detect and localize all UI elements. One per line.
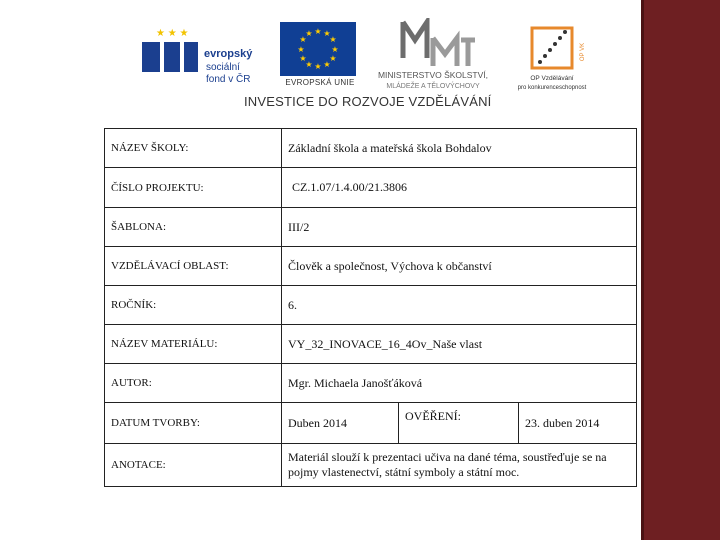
esf-letter-s [164,42,180,72]
msmt-logo-graphic [365,18,501,94]
label-author: AUTOR: [105,364,282,403]
row-annotation [105,444,637,487]
value-material: VY_32_INOVACE_16_4Ov_Naše vlast [282,325,637,364]
esf-line-2: sociální [206,62,240,73]
value-grade: 6. [282,286,637,325]
esf-line-3: fond v ČR [206,74,251,85]
svg-text:★: ★ [299,35,307,44]
esf-letter-f [184,42,198,72]
label-date: DATUM TVORBY: [105,403,282,444]
esf-letter-e [142,42,160,72]
esf-line-1: evropský [204,48,253,60]
svg-text:★: ★ [329,54,337,63]
label-school: NÁZEV ŠKOLY: [105,129,282,168]
svg-text:★: ★ [305,29,313,38]
msmt-line-1: MINISTERSTVO ŠKOLSTVÍ, [377,70,489,80]
label-template: ŠABLONA: [105,208,282,247]
eu-stars-circle [280,22,356,76]
svg-text:★: ★ [314,27,322,36]
svg-text:★: ★ [305,60,313,69]
eu-label: EVROPSKÁ UNIE [285,78,355,87]
op-vertical-label: OP VK [580,42,586,62]
row-grade [105,286,637,325]
msmt-logo [365,18,501,94]
op-line-2: pro konkurenceschopnost [517,85,587,91]
row-project [105,168,637,208]
label-area: VZDĚLÁVACÍ OBLAST: [105,247,282,286]
msmt-line-2: MLÁDEŽE A TĚLOVÝCHOVY [386,83,480,90]
esf-logo [138,20,263,92]
side-bar-shadow [641,0,644,540]
svg-text:★: ★ [299,54,307,63]
svg-text:★: ★ [329,35,337,44]
label-grade: ROČNÍK: [105,286,282,325]
value-template: III/2 [282,208,637,247]
value-annotation: Materiál slouží k prezentaci učiva na dané téma, soustřeďuje se na pojmy vlastenectví, státní symboly a státní moc. [282,444,637,487]
value-author: Mgr. Michaela Janošťáková [282,364,637,403]
op-vk-logo-graphic [510,20,600,94]
value-project: CZ.1.07/1.4.00/21.3806 [282,168,637,208]
svg-text:★: ★ [331,45,339,54]
decorative-side-bar [641,0,720,540]
esf-logo-graphic [138,20,263,92]
row-date [105,403,637,444]
svg-text:★: ★ [323,60,331,69]
row-template [105,208,637,247]
esf-stars: ★ ★ ★ [156,28,189,39]
label-material: NÁZEV MATERIÁLU: [105,325,282,364]
value-school: Základní škola a mateřská škola Bohdalov [282,129,637,168]
svg-text:★: ★ [314,62,322,71]
op-line-1: OP Vzdělávání [530,75,574,82]
tagline: INVESTICE DO ROZVOJE VZDĚLÁVÁNÍ [244,94,492,109]
eu-flag [280,22,356,76]
project-info-table [104,128,637,487]
row-area [105,247,637,286]
label-verified: OVĚŘENÍ: [399,403,519,444]
label-project: ČÍSLO PROJEKTU: [105,168,282,208]
label-annotation: ANOTACE: [105,444,282,487]
svg-text:★: ★ [323,29,331,38]
svg-text:★: ★ [297,45,305,54]
row-material [105,325,637,364]
row-school [105,129,637,168]
value-verified: 23. duben 2014 [519,403,637,444]
value-date: Duben 2014 [282,403,399,444]
op-vk-logo [510,20,600,94]
value-area: Člověk a společnost, Výchova k občanství [282,247,637,286]
row-author [105,364,637,403]
